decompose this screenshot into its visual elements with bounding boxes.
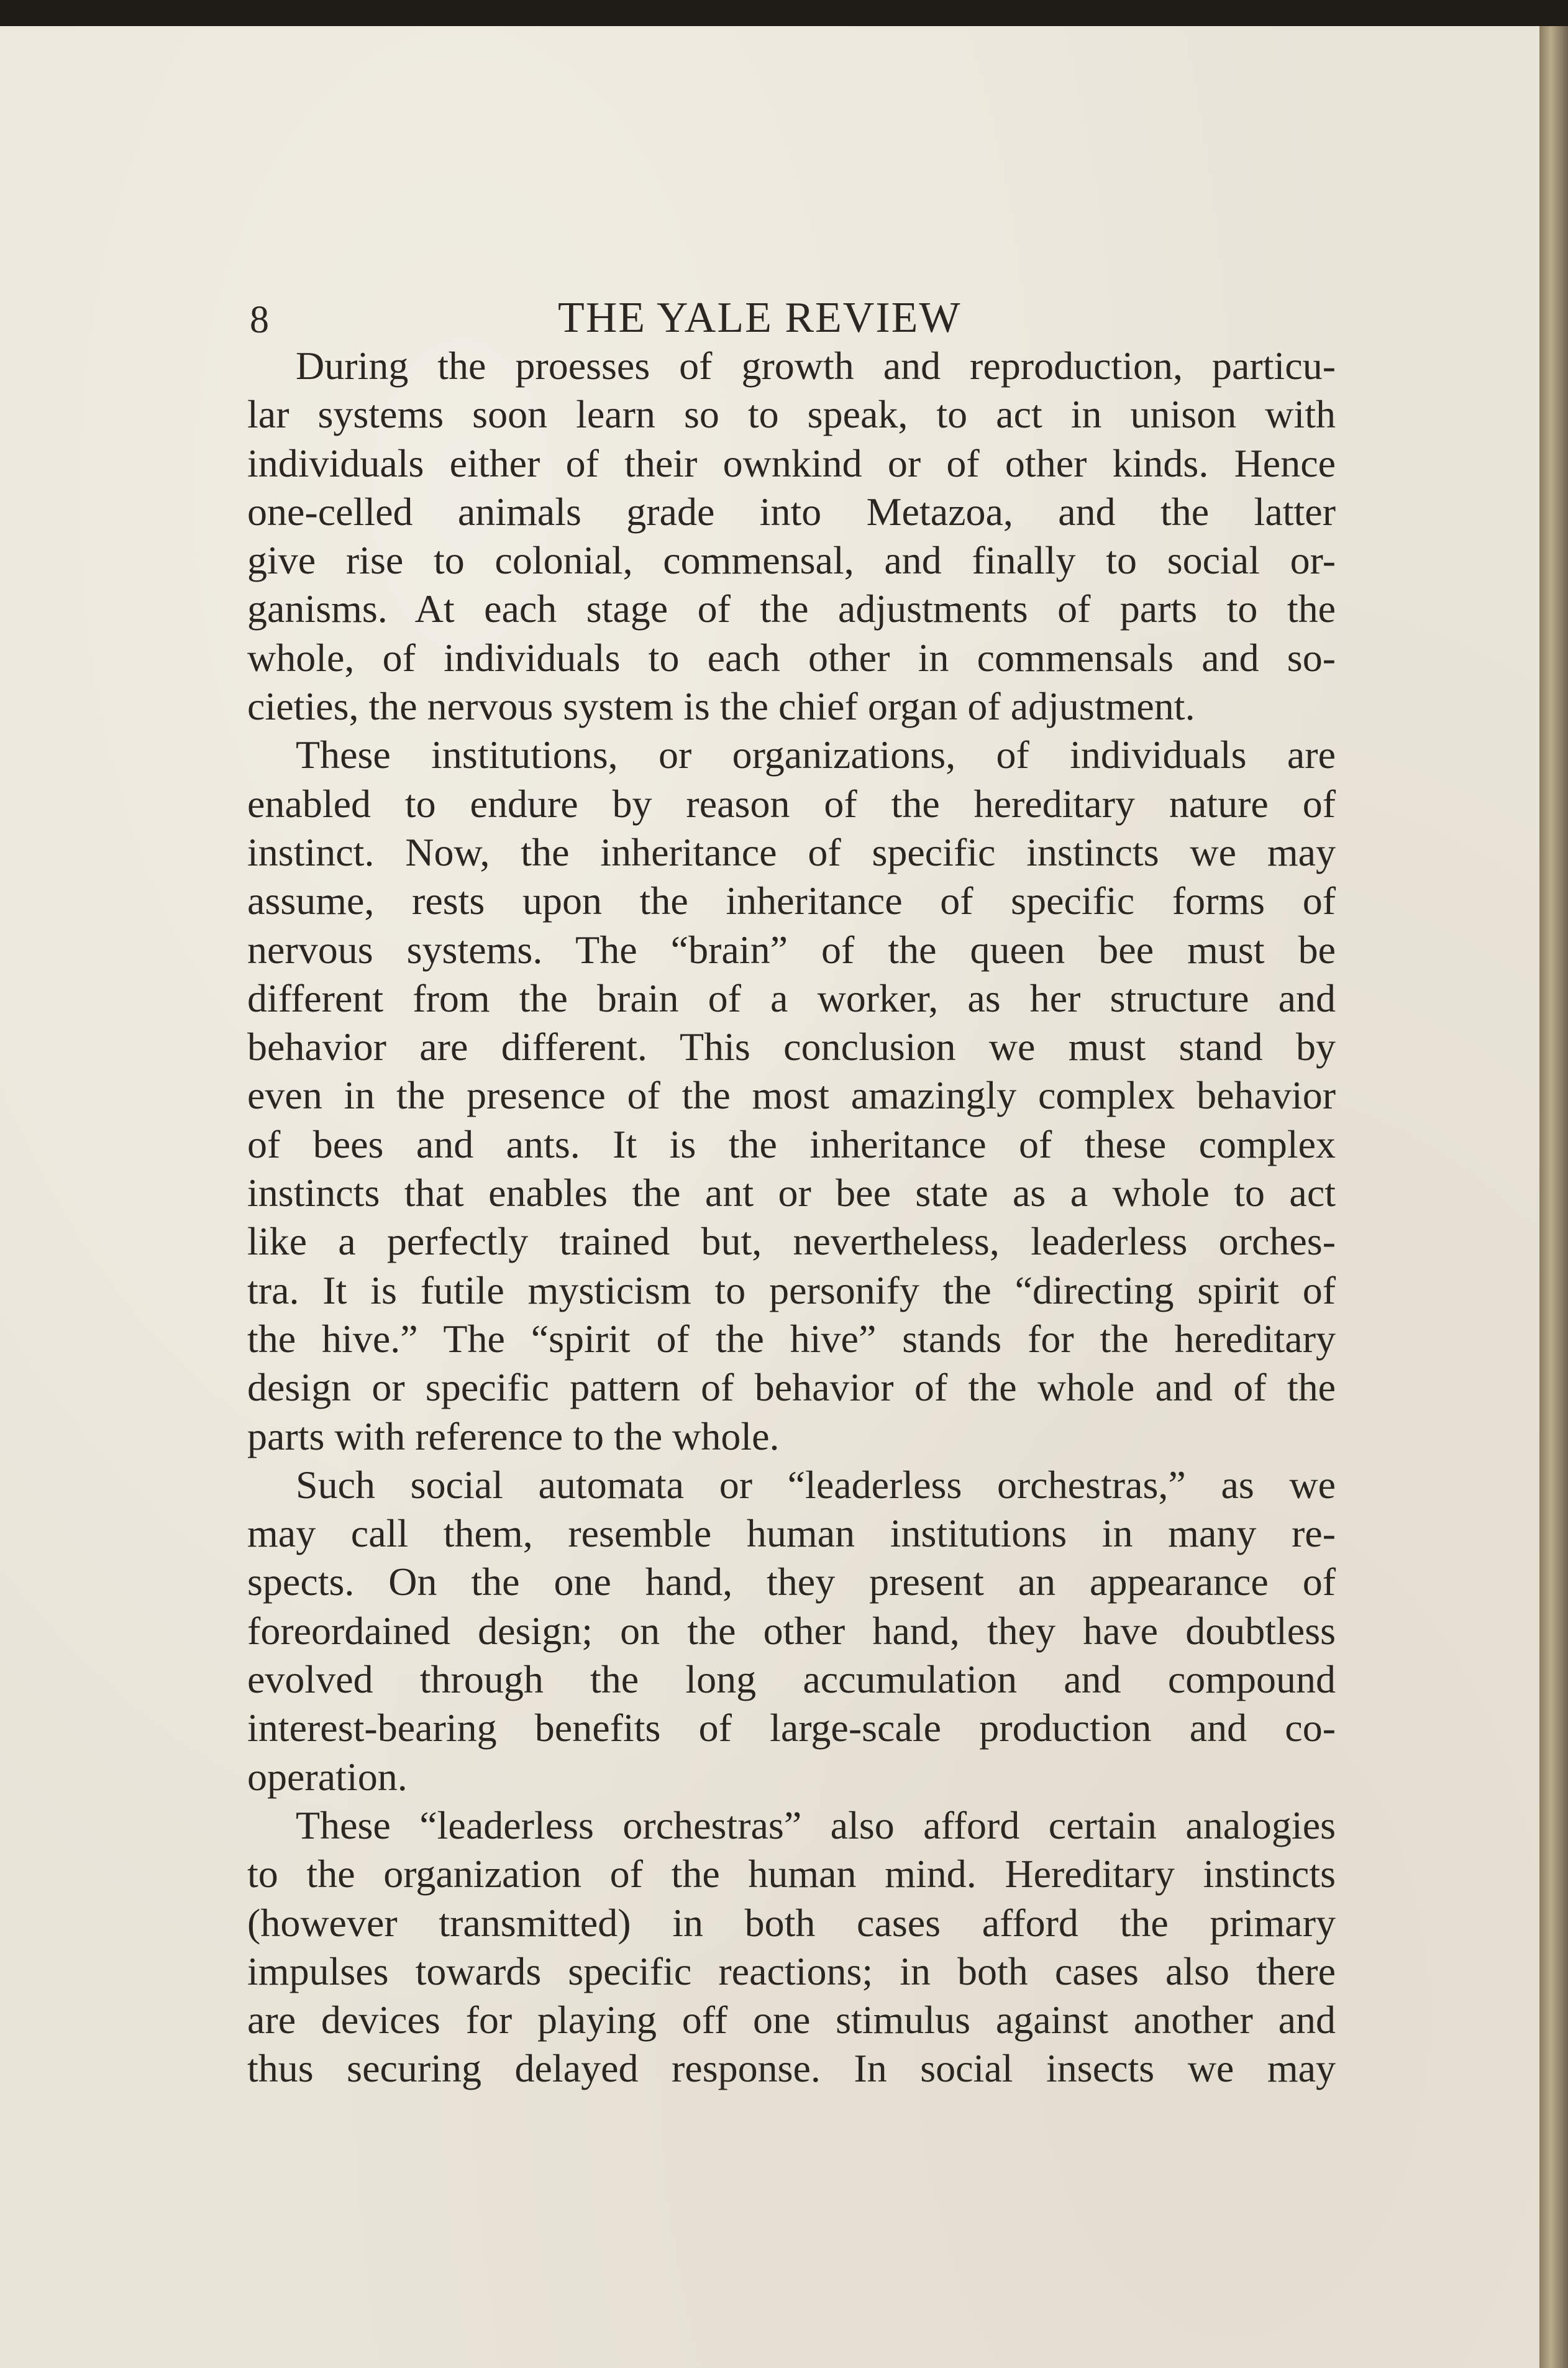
text-line: impulses towards specific reactions; in both cases also there	[247, 1949, 1336, 1993]
text-line: of bees and ants. It is the inheritance of these complex	[247, 1122, 1336, 1166]
text-line: assume, rests upon the inheritance of specific forms of	[247, 879, 1336, 923]
text-line: ganisms. At each stage of the adjustments of parts to the	[247, 587, 1336, 631]
text-line: design or specific pattern of behavior of the whole and of the	[247, 1365, 1336, 1410]
page-number: 8	[250, 299, 269, 341]
text-line: are devices for playing off one stimulus against another and	[247, 1998, 1336, 2042]
text-line: instinct. Now, the inheritance of specific instincts we may	[247, 830, 1336, 874]
text-line: behavior are different. This conclusion we must stand by	[247, 1025, 1336, 1069]
paragraph	[247, 1461, 1336, 1801]
text-line: foreordained design; on the other hand, they have doubtless	[247, 1608, 1336, 1653]
text-line: interest-bearing benefits of large-scale production and co-	[247, 1706, 1336, 1750]
text-line: spects. On the one hand, they present an appearance of	[247, 1560, 1336, 1604]
text-line: may call them, resemble human institutions in many re-	[247, 1511, 1336, 1556]
text-line: lar systems soon learn so to speak, to act in unison with	[247, 392, 1336, 437]
text-line: instincts that enables the ant or bee state as a whole to act	[247, 1171, 1336, 1215]
text-line: These institutions, or organizations, of individuals are	[296, 733, 1336, 777]
text-line: give rise to colonial, commensal, and finally to social or-	[247, 538, 1336, 583]
text-line: even in the presence of the most amazingly complex behavior	[247, 1073, 1336, 1118]
text-line: operation.	[247, 1754, 408, 1799]
text-line: Such social automata or “leaderless orchestras,” as we	[296, 1462, 1336, 1507]
text-line: cieties, the nervous system is the chief organ of adjustment.	[247, 684, 1195, 729]
text-line: different from the brain of a worker, as her structure and	[247, 976, 1336, 1020]
text-line: parts with reference to the whole.	[247, 1414, 780, 1458]
text-line: to the organization of the human mind. Hereditary instincts	[247, 1852, 1336, 1896]
paragraph	[247, 731, 1336, 1460]
text-line: nervous systems. The “brain” of the queen bee must be	[247, 927, 1336, 972]
journal-title: THE YALE REVIEW	[558, 294, 962, 342]
text-line: like a perfectly trained but, nevertheless, leaderless orches-	[247, 1219, 1336, 1264]
text-line: enabled to endure by reason of the hereditary nature of	[247, 781, 1336, 826]
paragraph	[247, 342, 1336, 731]
body-text	[247, 342, 1336, 2093]
text-line: thus securing delayed response. In social insects we may	[247, 2046, 1336, 2091]
text-line: one-celled animals grade into Metazoa, and the latter	[247, 489, 1336, 534]
page-edge-shadow	[1539, 26, 1568, 2368]
text-line: During the proesses of growth and reproduction, particu-	[296, 344, 1336, 388]
text-line: individuals either of their ownkind or of other kinds. Hence	[247, 441, 1336, 485]
text-line: These “leaderless orchestras” also afford certain analogies	[296, 1803, 1336, 1847]
text-line: (however transmitted) in both cases afford the primary	[247, 1900, 1336, 1945]
text-line: tra. It is futile mysticism to personify the “directing spirit of	[247, 1268, 1336, 1312]
text-line: evolved through the long accumulation and compound	[247, 1657, 1336, 1702]
text-line: whole, of individuals to each other in commensals and so-	[247, 635, 1336, 680]
text-line: the hive.” The “spirit of the hive” stands for the hereditary	[247, 1316, 1336, 1361]
paragraph	[247, 1801, 1336, 2093]
